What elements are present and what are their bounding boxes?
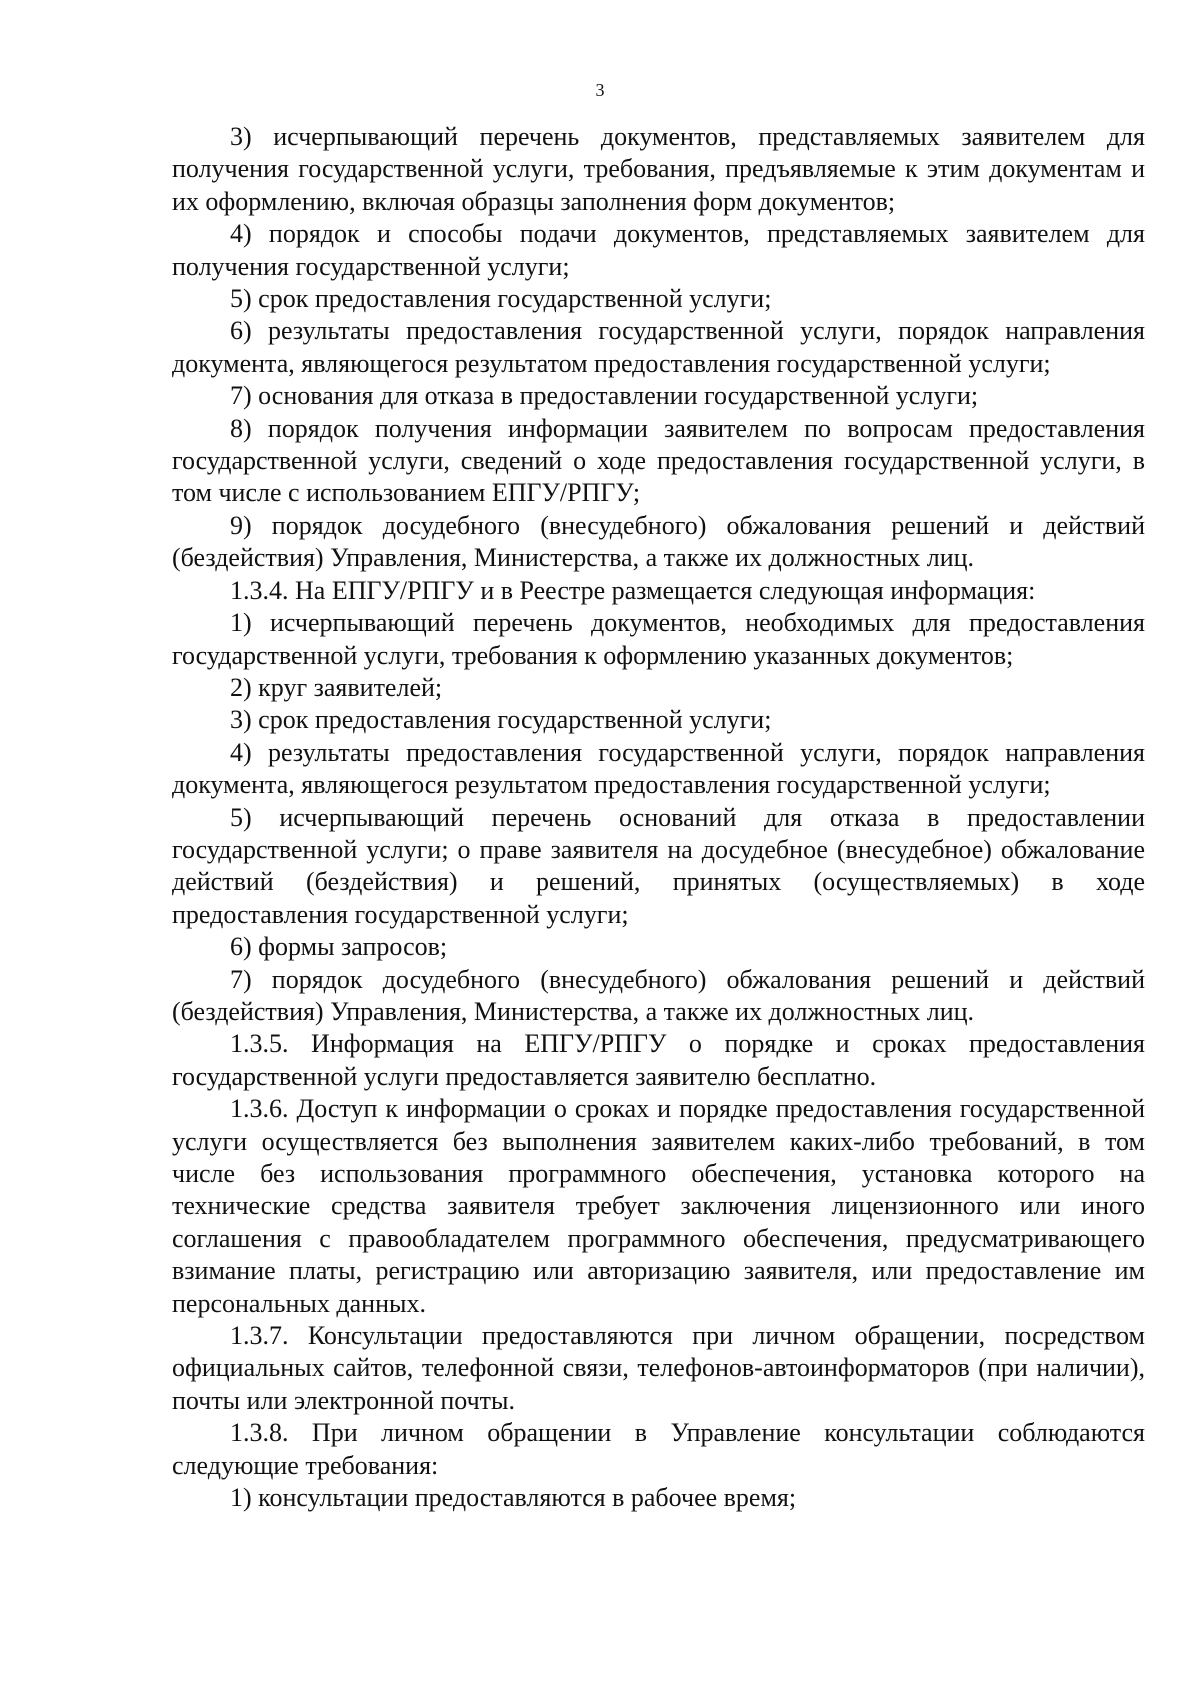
paragraph-section-1-3-8: 1.3.8. При личном обращении в Управление консультации соблюдаются следующие требования: [172,1418,1145,1480]
paragraph-item-4-submission-order: 4) порядок и способы подачи документов, представляемых заявителем для получения государственной услуги; [172,219,1145,281]
paragraph-item-8-information-order: 8) порядок получения информации заявителем по вопросам предоставления государственной услуги, сведений о ходе предоставления государственной услуги, в том числе с использованием ЕПГУ/РПГУ; [172,413,1145,508]
paragraph-section-1-3-6: 1.3.6. Доступ к информации о сроках и порядке предоставления государственной услуги осуществляется без выполнения заявителем каких-либо требований, в том числе без использования программного обеспечения, установка которого на технические средства заявителя требует заключения лицензионного или иного соглашения с правообладателем программного обеспечения, предусматривающего взимание платы, регистрацию или авторизацию заявителя, или предоставление им персональных данных. [172,1094,1145,1318]
paragraph-item-3-documents-list: 3) исчерпывающий перечень документов, представляемых заявителем для получения государственной услуги, требования, предъявляемые к этим документам и их оформлению, включая образцы заполнения форм документов; [172,122,1145,216]
paragraph-item-6-request-forms: 6) формы запросов; [230,932,448,962]
paragraph-item-1-working-hours: 1) консультации предоставляются в рабочее время; [230,1483,797,1513]
paragraph-section-1-3-5: 1.3.5. Информация на ЕПГУ/РПГУ о порядке и сроках предоставления государственной услуги предоставляется заявителю бесплатно. [172,1029,1145,1091]
page-number: 3 [595,80,605,100]
paragraph-item-7-appeal-order: 7) порядок досудебного (внесудебного) обжалования решений и действий (бездействия) Управления, Министерства, а также их должностных лиц. [172,964,1145,1026]
paragraph-item-7-refusal-grounds: 7) основания для отказа в предоставлении государственной услуги; [230,381,979,411]
paragraph-item-5-service-term: 5) срок предоставления государственной услуги; [230,284,772,314]
paragraph-section-1-3-7: 1.3.7. Консультации предоставляются при личном обращении, посредством официальных сайтов, телефонной связи, телефонов-автоинформаторов (при наличии), почты или электронной почты. [172,1321,1145,1415]
paragraph-item-1-required-documents: 1) исчерпывающий перечень документов, необходимых для предоставления государственной услуги, требования к оформлению указанных документов; [172,608,1145,670]
document-body [172,121,1145,1514]
paragraph-item-5-refusal-grounds: 5) исчерпывающий перечень оснований для отказа в предоставлении государственной услуги; о праве заявителя на досудебное (внесудебное) обжалование действий (бездействия) и решений, принятых (осуществляемых) в ходе предоставления государственной услуги; [172,802,1145,929]
paragraph-item-3-service-term: 3) срок предоставления государственной услуги; [230,705,772,735]
paragraph-item-6-service-results: 6) результаты предоставления государственной услуги, порядок направления документа, являющегося результатом предоставления государственной услуги; [172,316,1145,378]
paragraph-item-2-applicants: 2) круг заявителей; [230,672,443,702]
paragraph-item-9-appeal-order: 9) порядок досудебного (внесудебного) обжалования решений и действий (бездействия) Управления, Министерства, а также их должностных лиц. [172,510,1145,573]
paragraph-section-1-3-4: 1.3.4. На ЕПГУ/РПГУ и в Реестре размещается следующая информация: [230,575,1036,605]
paragraph-item-4-service-results: 4) результаты предоставления государственной услуги, порядок направления документа, являющегося результатом предоставления государственной услуги; [172,737,1145,800]
